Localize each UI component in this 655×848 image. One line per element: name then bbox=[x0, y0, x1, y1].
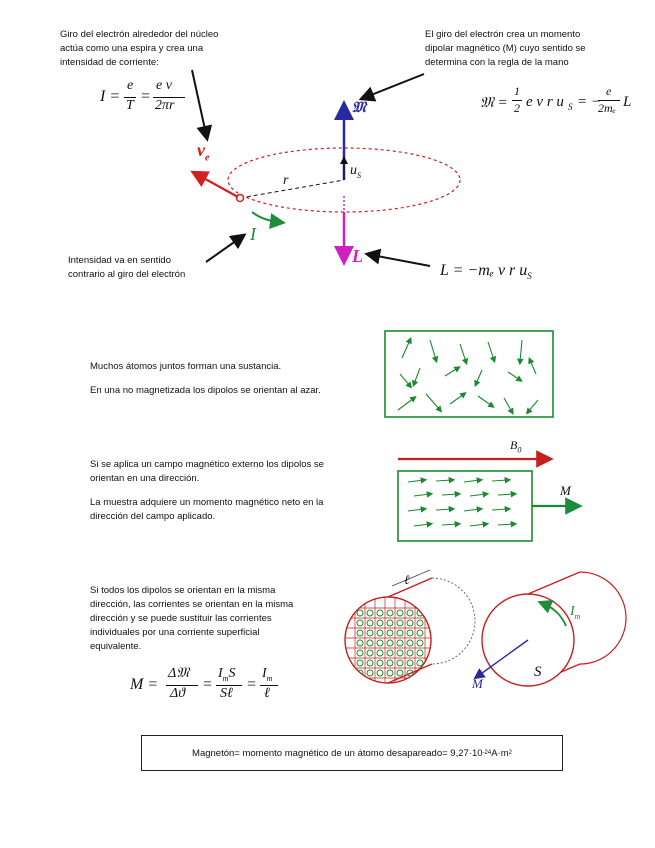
moment-label: 𝔐 bbox=[352, 100, 366, 116]
velocity-arrow bbox=[198, 175, 238, 197]
formula-L: L = −mₑ v r $u_S$ bbox=[440, 262, 532, 282]
formula-magnetization: M = Δ𝔐 Δϑ = $I_mS$ Sℓ = $I_m$ ℓ bbox=[130, 666, 290, 706]
current-description: Intensidad va en sentido contrario al giro del electrón bbox=[68, 255, 186, 280]
velocity-label: $v_e$ bbox=[197, 140, 210, 164]
pointer-moment bbox=[366, 74, 424, 97]
moment-description: El giro del electrón crea un momento dipolar magnético (M) cuyo sentido se determina con la regla de la mano bbox=[425, 29, 586, 68]
radius-label: r bbox=[283, 173, 289, 188]
pointer-L bbox=[372, 255, 430, 266]
random-dipoles bbox=[398, 340, 538, 412]
surface-current-label: $I_m$ bbox=[570, 604, 581, 621]
pointer-current bbox=[206, 238, 240, 262]
section4-text: Si todos los dipolos se orientan en la misma dirección, las corrientes se orientan en la misma dirección y se puede sustituir las corrientes individuales por una corriente superficial equivalente. bbox=[90, 585, 294, 652]
net-moment-label: M bbox=[560, 483, 571, 498]
unit-vector-label: $u_S$ bbox=[350, 163, 361, 180]
orbit-description: Giro del electrón alrededor del núcleo actúa como una espira y crea una intensidad de corriente: bbox=[60, 29, 219, 68]
current-label: I bbox=[250, 224, 256, 244]
pointer-orbit bbox=[192, 70, 206, 134]
formula-moment: 𝔐 = 1 2 e v r u S = − e 2mₑ L bbox=[480, 84, 632, 115]
section2-line2: En una no magnetizada los dipolos se orientan al azar. bbox=[90, 385, 321, 396]
section3-line1: Si se aplica un campo magnético externo los dipolos se orientan en una dirección. bbox=[90, 459, 324, 484]
area-label: S bbox=[534, 664, 542, 680]
magneton-text: Magnetón= momento magnético de un átomo desapareado= 9,27·10 bbox=[192, 747, 483, 759]
field-label: $B_0$ bbox=[510, 438, 522, 455]
magnetization-label: M bbox=[472, 676, 483, 691]
radius-line bbox=[240, 180, 344, 198]
section2-line1: Muchos átomos juntos forman una sustancia. bbox=[90, 361, 282, 372]
section3-line2: La muestra adquiere un momento magnético neto en la dirección del campo aplicado. bbox=[90, 497, 324, 522]
oriented-dipoles bbox=[408, 480, 514, 526]
magneton-box: Magnetón= momento magnético de un átomo desapareado= 9,27·10 -24 A·m 2 bbox=[141, 735, 563, 771]
L-label: L bbox=[352, 246, 363, 266]
random-dipoles-box bbox=[385, 331, 553, 417]
length-label: ℓ bbox=[404, 572, 410, 587]
cylinder-diagram bbox=[345, 570, 626, 686]
current-arrow bbox=[252, 212, 278, 222]
formula-current: I = e T = e v 2πr bbox=[100, 78, 210, 118]
